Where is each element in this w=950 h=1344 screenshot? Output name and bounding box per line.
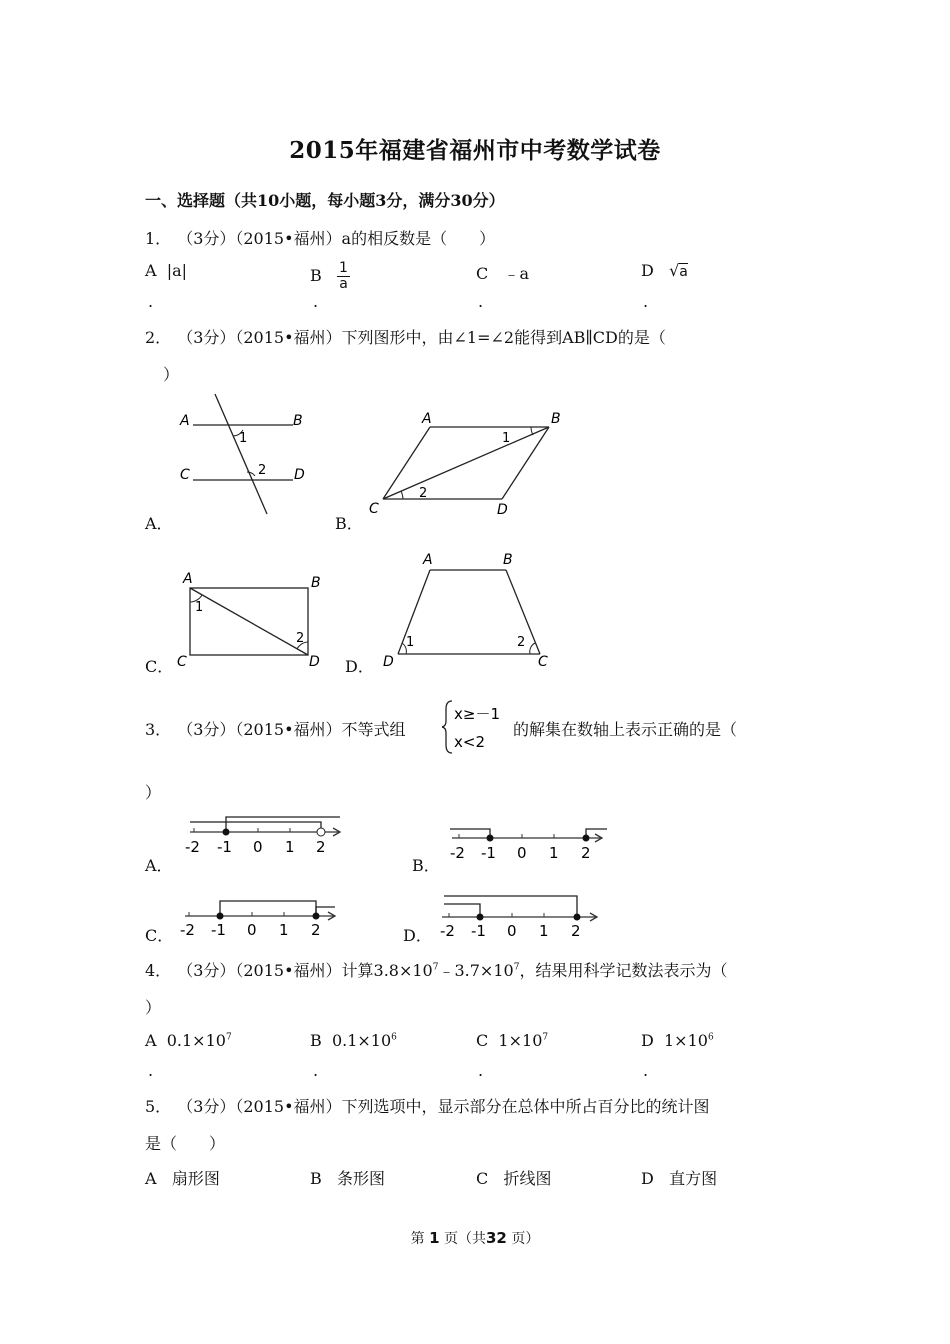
option-value: 扇形图	[171, 1169, 220, 1188]
option-value: |a|	[166, 261, 188, 280]
tick-label: 2	[316, 838, 326, 856]
ray-left	[190, 822, 321, 832]
option-letter: A	[145, 1031, 157, 1050]
footer-text: 页）	[511, 1231, 540, 1247]
label-b: B	[503, 552, 513, 568]
dot: .	[313, 292, 319, 311]
option-letter: B	[310, 1031, 322, 1050]
tick-label: 2	[581, 844, 591, 862]
question-number: 4．	[145, 961, 172, 980]
option-value: 0.1×10	[166, 1031, 226, 1050]
transversal	[215, 394, 267, 514]
tick-label: 1	[279, 921, 289, 939]
angle-arc	[401, 491, 403, 499]
option-letter: B	[310, 1169, 322, 1188]
option-letter: D	[641, 261, 654, 280]
question-text: （3分）（2015•福州）下列选项中，显示部分在总体中所占百分比的统计图	[185, 1097, 710, 1116]
option-value: 1×10	[498, 1031, 543, 1050]
tick-label: 1	[549, 844, 559, 862]
question-close: ）	[145, 783, 162, 802]
q2-figure-b	[365, 405, 575, 520]
question-4	[145, 958, 727, 981]
label-2: 2	[258, 463, 267, 478]
label-1: 1	[195, 600, 204, 615]
option-value: a	[679, 264, 688, 280]
solution-segment	[220, 901, 316, 916]
angle-arc	[247, 472, 255, 476]
question-close: ）	[163, 365, 180, 384]
tick-label: 1	[539, 922, 549, 940]
exponent: 7	[432, 962, 439, 973]
tick-label: 2	[311, 921, 321, 939]
option-letter: B	[310, 266, 322, 285]
q4-option-c[interactable]	[476, 1031, 548, 1050]
dot: .	[313, 1061, 319, 1080]
q3-number-line-c	[175, 895, 345, 940]
option-letter: D	[641, 1031, 654, 1050]
page-title: 2015年福建省福州市中考数学试卷	[289, 137, 661, 164]
dot: .	[148, 1061, 154, 1080]
question-close: ）	[145, 998, 162, 1017]
tick-label: -1	[471, 922, 486, 940]
label-a: A	[180, 413, 190, 429]
q4-option-a[interactable]	[145, 1031, 232, 1050]
tick-label: 0	[253, 838, 263, 856]
q5-option-c[interactable]	[476, 1166, 552, 1189]
q1-option-c[interactable]	[476, 261, 529, 284]
ray-left	[450, 829, 490, 838]
q2-figure-a	[175, 390, 315, 520]
label-a: A	[423, 552, 433, 568]
label-1: 1	[502, 431, 511, 446]
question-text: ﹣3.7×10	[438, 961, 514, 980]
tick-label: -1	[481, 844, 496, 862]
dot: .	[643, 1061, 649, 1080]
label-2: 2	[296, 631, 305, 646]
option-letter: C	[476, 1169, 489, 1188]
label-d: D	[309, 654, 320, 670]
tick-label: -1	[211, 921, 226, 939]
diagonal-ad	[190, 588, 308, 655]
question-5	[145, 1094, 710, 1117]
inequality-system	[442, 697, 520, 757]
fraction	[337, 261, 350, 292]
filled-point	[313, 913, 320, 920]
option-letter: C	[476, 264, 489, 283]
option-value: 0.1×10	[331, 1031, 392, 1050]
q3-number-line-b	[442, 823, 612, 863]
option-value: ﹣a	[503, 264, 530, 283]
question-number: 2．	[145, 328, 172, 347]
label-b: B	[311, 575, 321, 591]
exponent: 7	[513, 962, 520, 973]
question-text: （3分）（2015•福州）计算3.8×10	[185, 961, 433, 980]
q1-option-a[interactable]	[145, 261, 187, 280]
question-number: 5．	[145, 1097, 172, 1116]
q3-label-c[interactable]: C．	[145, 926, 174, 945]
question-text: （3分）（2015•福州）下列图形中，由∠1=∠2能得到AB∥CD的是（	[185, 328, 666, 347]
question-text: （3分）（2015•福州）不等式组	[185, 720, 406, 739]
filled-point	[487, 835, 494, 842]
label-1: 1	[239, 431, 248, 446]
tick-label: -2	[440, 922, 455, 940]
tick-label: 1	[285, 838, 295, 856]
footer-text: 第	[410, 1231, 425, 1247]
q4-option-b[interactable]	[310, 1031, 397, 1050]
dot: .	[643, 292, 649, 311]
filled-point	[217, 913, 224, 920]
tick-label: 0	[507, 922, 517, 940]
label-d: D	[383, 654, 394, 670]
label-c: C	[177, 654, 187, 670]
q1-option-d[interactable]	[641, 261, 688, 280]
brace-icon	[442, 701, 452, 753]
dot: .	[478, 292, 484, 311]
tick-label: -2	[185, 838, 200, 856]
question-number: 3．	[145, 720, 172, 739]
option-value: 1×10	[664, 1031, 708, 1050]
page-number: 1	[429, 1229, 440, 1247]
tick-label: 0	[517, 844, 527, 862]
option-letter: C	[476, 1031, 489, 1050]
filled-point	[583, 835, 590, 842]
label-2: 2	[419, 486, 428, 501]
label-d: D	[294, 467, 305, 483]
option-value: 折线图	[503, 1169, 552, 1188]
exponent: 7	[225, 1032, 232, 1043]
q5-option-d[interactable]	[641, 1166, 717, 1189]
exponent: 7	[542, 1032, 549, 1043]
q3-number-line-d	[432, 890, 607, 940]
q2-label-d[interactable]: D．	[345, 657, 374, 676]
q2-label-c[interactable]: C．	[145, 657, 174, 676]
label-a: A	[422, 411, 432, 427]
question-text-cont: 的解集在数轴上表示正确的是（	[513, 720, 738, 739]
option-value: 条形图	[337, 1169, 386, 1188]
label-c: C	[538, 654, 548, 670]
question-text: ，结果用科学记数法表示为（	[519, 961, 728, 980]
question-text-cont: 是（ ）	[145, 1134, 226, 1153]
filled-point	[574, 914, 581, 921]
ray-left-upper	[444, 896, 577, 917]
q2-label-a[interactable]: A．	[145, 514, 173, 533]
exponent: 6	[707, 1032, 714, 1043]
filled-point	[477, 914, 484, 921]
q3-number-line-a	[180, 812, 350, 857]
q1-option-b[interactable]	[310, 261, 350, 292]
label-2: 2	[517, 635, 526, 650]
diagonal-bc	[383, 427, 549, 499]
label-d: D	[497, 502, 508, 518]
footer-text: 页（共	[444, 1231, 486, 1247]
q3-label-a[interactable]: A．	[145, 856, 173, 875]
open-point	[317, 828, 325, 836]
question-1	[145, 226, 495, 249]
q2-figure-d	[378, 550, 558, 670]
label-a: A	[183, 571, 193, 587]
sqrt-sign: √	[669, 261, 680, 280]
tick-label: 0	[247, 921, 257, 939]
question-2	[145, 325, 666, 348]
exponent: 6	[391, 1032, 397, 1043]
q2-figure-c	[175, 570, 330, 670]
q3-label-d[interactable]: D．	[403, 926, 432, 945]
page-total: 32	[486, 1229, 507, 1247]
section-heading: 一、选择题（共10小题，每小题3分，满分30分）	[145, 191, 505, 210]
label-b: B	[293, 413, 303, 429]
dot: .	[148, 292, 154, 311]
q2-label-b[interactable]: B．	[335, 514, 363, 533]
q5-option-a[interactable]	[145, 1166, 220, 1189]
angle-arc	[530, 643, 535, 654]
fraction-numerator: 1	[339, 260, 348, 276]
q5-option-b[interactable]	[310, 1166, 385, 1189]
label-1: 1	[406, 635, 415, 650]
option-letter: A	[145, 1169, 157, 1188]
option-value: 直方图	[669, 1169, 718, 1188]
q3-label-b[interactable]: B．	[412, 856, 440, 875]
question-text: （3分）（2015•福州）a的相反数是（ ）	[185, 229, 496, 248]
tick-label: 2	[571, 922, 581, 940]
tick-label: -2	[450, 844, 465, 862]
option-letter: D	[641, 1169, 654, 1188]
tick-label: -1	[217, 838, 232, 856]
angle-arc	[531, 427, 533, 435]
fraction-denominator: a	[339, 276, 348, 292]
label-c: C	[369, 501, 379, 517]
dot: .	[478, 1061, 484, 1080]
page-footer	[0, 1228, 950, 1248]
label-b: B	[551, 411, 561, 427]
tick-label: -2	[180, 921, 195, 939]
inequality-2: x<2	[454, 733, 485, 751]
question-3	[145, 717, 406, 740]
filled-point	[223, 829, 230, 836]
label-c: C	[180, 467, 190, 483]
question-number: 1．	[145, 229, 172, 248]
option-letter: A	[145, 261, 157, 280]
inequality-1: x≥－1	[454, 705, 500, 723]
q4-option-d[interactable]	[641, 1031, 714, 1050]
